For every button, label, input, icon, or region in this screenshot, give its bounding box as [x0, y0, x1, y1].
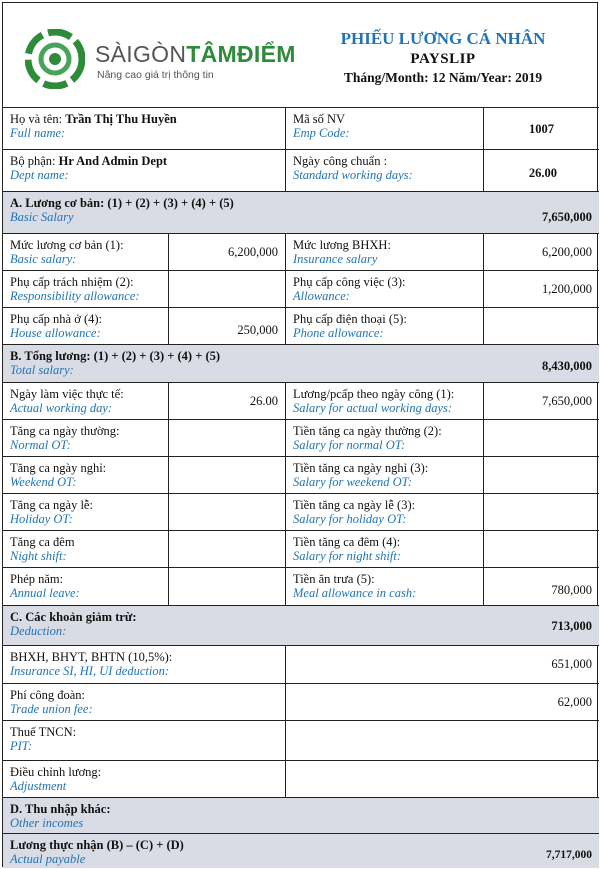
house-allowance-value: 250,000: [237, 323, 278, 337]
basic-salary-value: 6,200,000: [228, 245, 278, 259]
code-label-en: Emp Code:: [293, 126, 350, 140]
section-a-title-en: Basic Salary: [10, 210, 74, 224]
house-allowance-label: Phụ cấp nhà ở (4):: [10, 312, 103, 326]
section-b-row: [3, 493, 599, 530]
weekend-ot-label: Tăng ca ngày nghỉ:: [10, 461, 107, 475]
section-c-title: C. Các khoản giảm trừ:: [10, 610, 137, 624]
salary-weekend-ot-label-en: Salary for weekend OT:: [293, 475, 413, 489]
title-en: PAYSLIP: [410, 51, 476, 67]
code-label-cell: [285, 108, 483, 149]
section-b-row: [3, 530, 599, 567]
title-vi: PHIẾU LƯƠNG CÁ NHÂN: [340, 29, 546, 48]
normal-ot-label-en: Normal OT:: [10, 438, 71, 452]
section-c-row: [3, 760, 599, 797]
company-logo-icon: [25, 29, 85, 89]
std-days-value-cell: [483, 150, 599, 191]
night-shift-label: Tăng ca đêm: [10, 535, 75, 549]
job-allowance-label: Phụ cấp công việc (3):: [293, 275, 406, 289]
basic-salary-label-en: Basic salary:: [10, 252, 77, 266]
union-fee-value: 62,000: [557, 695, 592, 709]
name-label-en: Full name:: [10, 126, 66, 140]
meal-allowance-label: Tiền ăn trưa (5):: [293, 572, 375, 586]
name-cell: [3, 108, 285, 149]
responsibility-allowance-label: Phụ cấp trách nhiệm (2):: [10, 275, 134, 289]
section-a-header: [3, 191, 599, 233]
employee-row-name: [3, 107, 599, 149]
std-days-label: Ngày công chuẩn :: [293, 154, 388, 168]
pit-label: Thuế TNCN:: [10, 725, 77, 739]
section-b-row: [3, 567, 599, 605]
net-pay-title: Lương thực nhận (B) – (C) + (D): [10, 838, 184, 852]
normal-ot-label: Tăng ca ngày thường:: [10, 424, 120, 438]
night-shift-label-en: Night shift:: [10, 549, 67, 563]
section-b-header: [3, 344, 599, 382]
salary-night-shift-label-en: Salary for night shift:: [293, 549, 401, 563]
section-a-row: [3, 233, 599, 270]
salary-normal-ot-label-en: Salary for normal OT:: [293, 438, 406, 452]
section-c-header: [3, 605, 599, 645]
house-allowance-label-en: House allowance:: [10, 326, 101, 340]
section-c-row: [3, 683, 599, 720]
payslip-header: [3, 3, 599, 107]
actual-days-label-en: Actual working day:: [10, 401, 113, 415]
section-b-title: B. Tổng lương: (1) + (2) + (3) + (4) + (5): [10, 349, 221, 363]
salary-actual-days-label: Lương/pcấp theo ngày công (1):: [293, 387, 455, 401]
phone-allowance-label: Phụ cấp điện thoại (5):: [293, 312, 407, 326]
dept-label: Bộ phận:: [10, 154, 56, 168]
section-d-title: D. Thu nhập khác:: [10, 802, 111, 816]
section-a-title: A. Lương cơ bản: (1) + (2) + (3) + (4) + (5): [10, 196, 234, 210]
adjustment-label: Điều chỉnh lương:: [10, 765, 102, 779]
section-c-row: [3, 645, 599, 683]
net-pay-total: 7,717,000: [546, 849, 592, 861]
union-fee-label: Phí công đoàn:: [10, 688, 85, 702]
dept-label-en: Dept name:: [10, 168, 69, 182]
section-b-row: [3, 456, 599, 493]
code-value-cell: [483, 108, 599, 149]
pay-period: Tháng/Month: 12 Năm/Year: 2019: [343, 70, 543, 85]
salary-holiday-ot-label: Tiền tăng ca ngày lễ (3):: [293, 498, 416, 512]
union-fee-label-en: Trade union fee:: [10, 702, 93, 716]
section-c-title-en: Deduction:: [10, 624, 67, 638]
company-tagline: Nâng cao giá trị thông tin: [97, 69, 214, 81]
std-days-label-en: Standard working days:: [293, 168, 413, 182]
salary-night-shift-label: Tiền tăng ca đêm (4):: [293, 535, 401, 549]
brand-part2: TÂMĐIỂM: [186, 41, 296, 67]
section-c-row: [3, 720, 599, 760]
employee-code: 1007: [529, 122, 554, 136]
employee-name: Trần Thị Thu Huyền: [65, 112, 177, 126]
section-c-total: 713,000: [551, 619, 592, 633]
meal-allowance-value: 780,000: [551, 583, 592, 597]
pit-label-en: PIT:: [10, 739, 33, 753]
std-days-label-cell: [285, 150, 483, 191]
section-b-title-en: Total salary:: [10, 363, 74, 377]
salary-holiday-ot-label-en: Salary for holiday OT:: [293, 512, 407, 526]
insurance-salary-label: Mức lương BHXH:: [293, 238, 391, 252]
net-pay-title-en: Actual payable: [10, 852, 86, 866]
responsibility-allowance-label-en: Responsibility allowance:: [10, 289, 140, 303]
insurance-salary-label-en: Insurance salary: [293, 252, 378, 266]
code-label: Mã số NV: [293, 112, 346, 126]
insurance-deduction-label: BHXH, BHYT, BHTN (10,5%):: [10, 650, 173, 664]
employee-row-dept: [3, 149, 599, 191]
holiday-ot-label-en: Holiday OT:: [10, 512, 73, 526]
std-days-value: 26.00: [528, 166, 557, 180]
company-brand: [95, 41, 296, 68]
basic-salary-label: Mức lương cơ bản (1):: [10, 238, 124, 252]
salary-weekend-ot-label: Tiền tăng ca ngày nghỉ (3):: [293, 461, 429, 475]
payslip: [2, 2, 598, 867]
insurance-deduction-label-en: Insurance SI, HI, UI deduction:: [10, 664, 169, 678]
dept-cell: [3, 150, 285, 191]
meal-allowance-label-en: Meal allowance in cash:: [293, 586, 417, 600]
job-allowance-label-en: Allowance:: [293, 289, 350, 303]
salary-actual-days-value: 7,650,000: [542, 394, 592, 408]
salary-normal-ot-label: Tiền tăng ca ngày thường (2):: [293, 424, 442, 438]
holiday-ot-label: Tăng ca ngày lễ:: [10, 498, 93, 512]
annual-leave-label-en: Annual leave:: [10, 586, 80, 600]
section-d-title-en: Other incomes: [10, 816, 84, 830]
section-a-row: [3, 270, 599, 307]
section-b-total: 8,430,000: [542, 359, 592, 373]
salary-actual-days-label-en: Salary for actual working days:: [293, 401, 453, 415]
actual-days-label: Ngày làm việc thực tế:: [10, 387, 124, 401]
adjustment-label-en: Adjustment: [10, 779, 67, 793]
section-b-row: [3, 419, 599, 456]
section-b-row: [3, 382, 599, 419]
annual-leave-label: Phép năm:: [10, 572, 64, 586]
weekend-ot-label-en: Weekend OT:: [10, 475, 77, 489]
dept-name: Hr And Admin Dept: [58, 154, 168, 168]
insurance-salary-value: 6,200,000: [542, 245, 592, 259]
net-pay-row: [3, 833, 599, 868]
job-allowance-value: 1,200,000: [542, 282, 592, 296]
section-d-header: [3, 797, 599, 833]
phone-allowance-label-en: Phone allowance:: [293, 326, 384, 340]
insurance-deduction-value: 651,000: [551, 657, 592, 671]
brand-part1: SÀIGÒN: [95, 41, 187, 67]
section-a-row: [3, 307, 599, 344]
actual-days-value: 26.00: [249, 394, 278, 408]
section-a-total: 7,650,000: [542, 210, 592, 224]
name-label: Họ và tên:: [10, 112, 63, 126]
